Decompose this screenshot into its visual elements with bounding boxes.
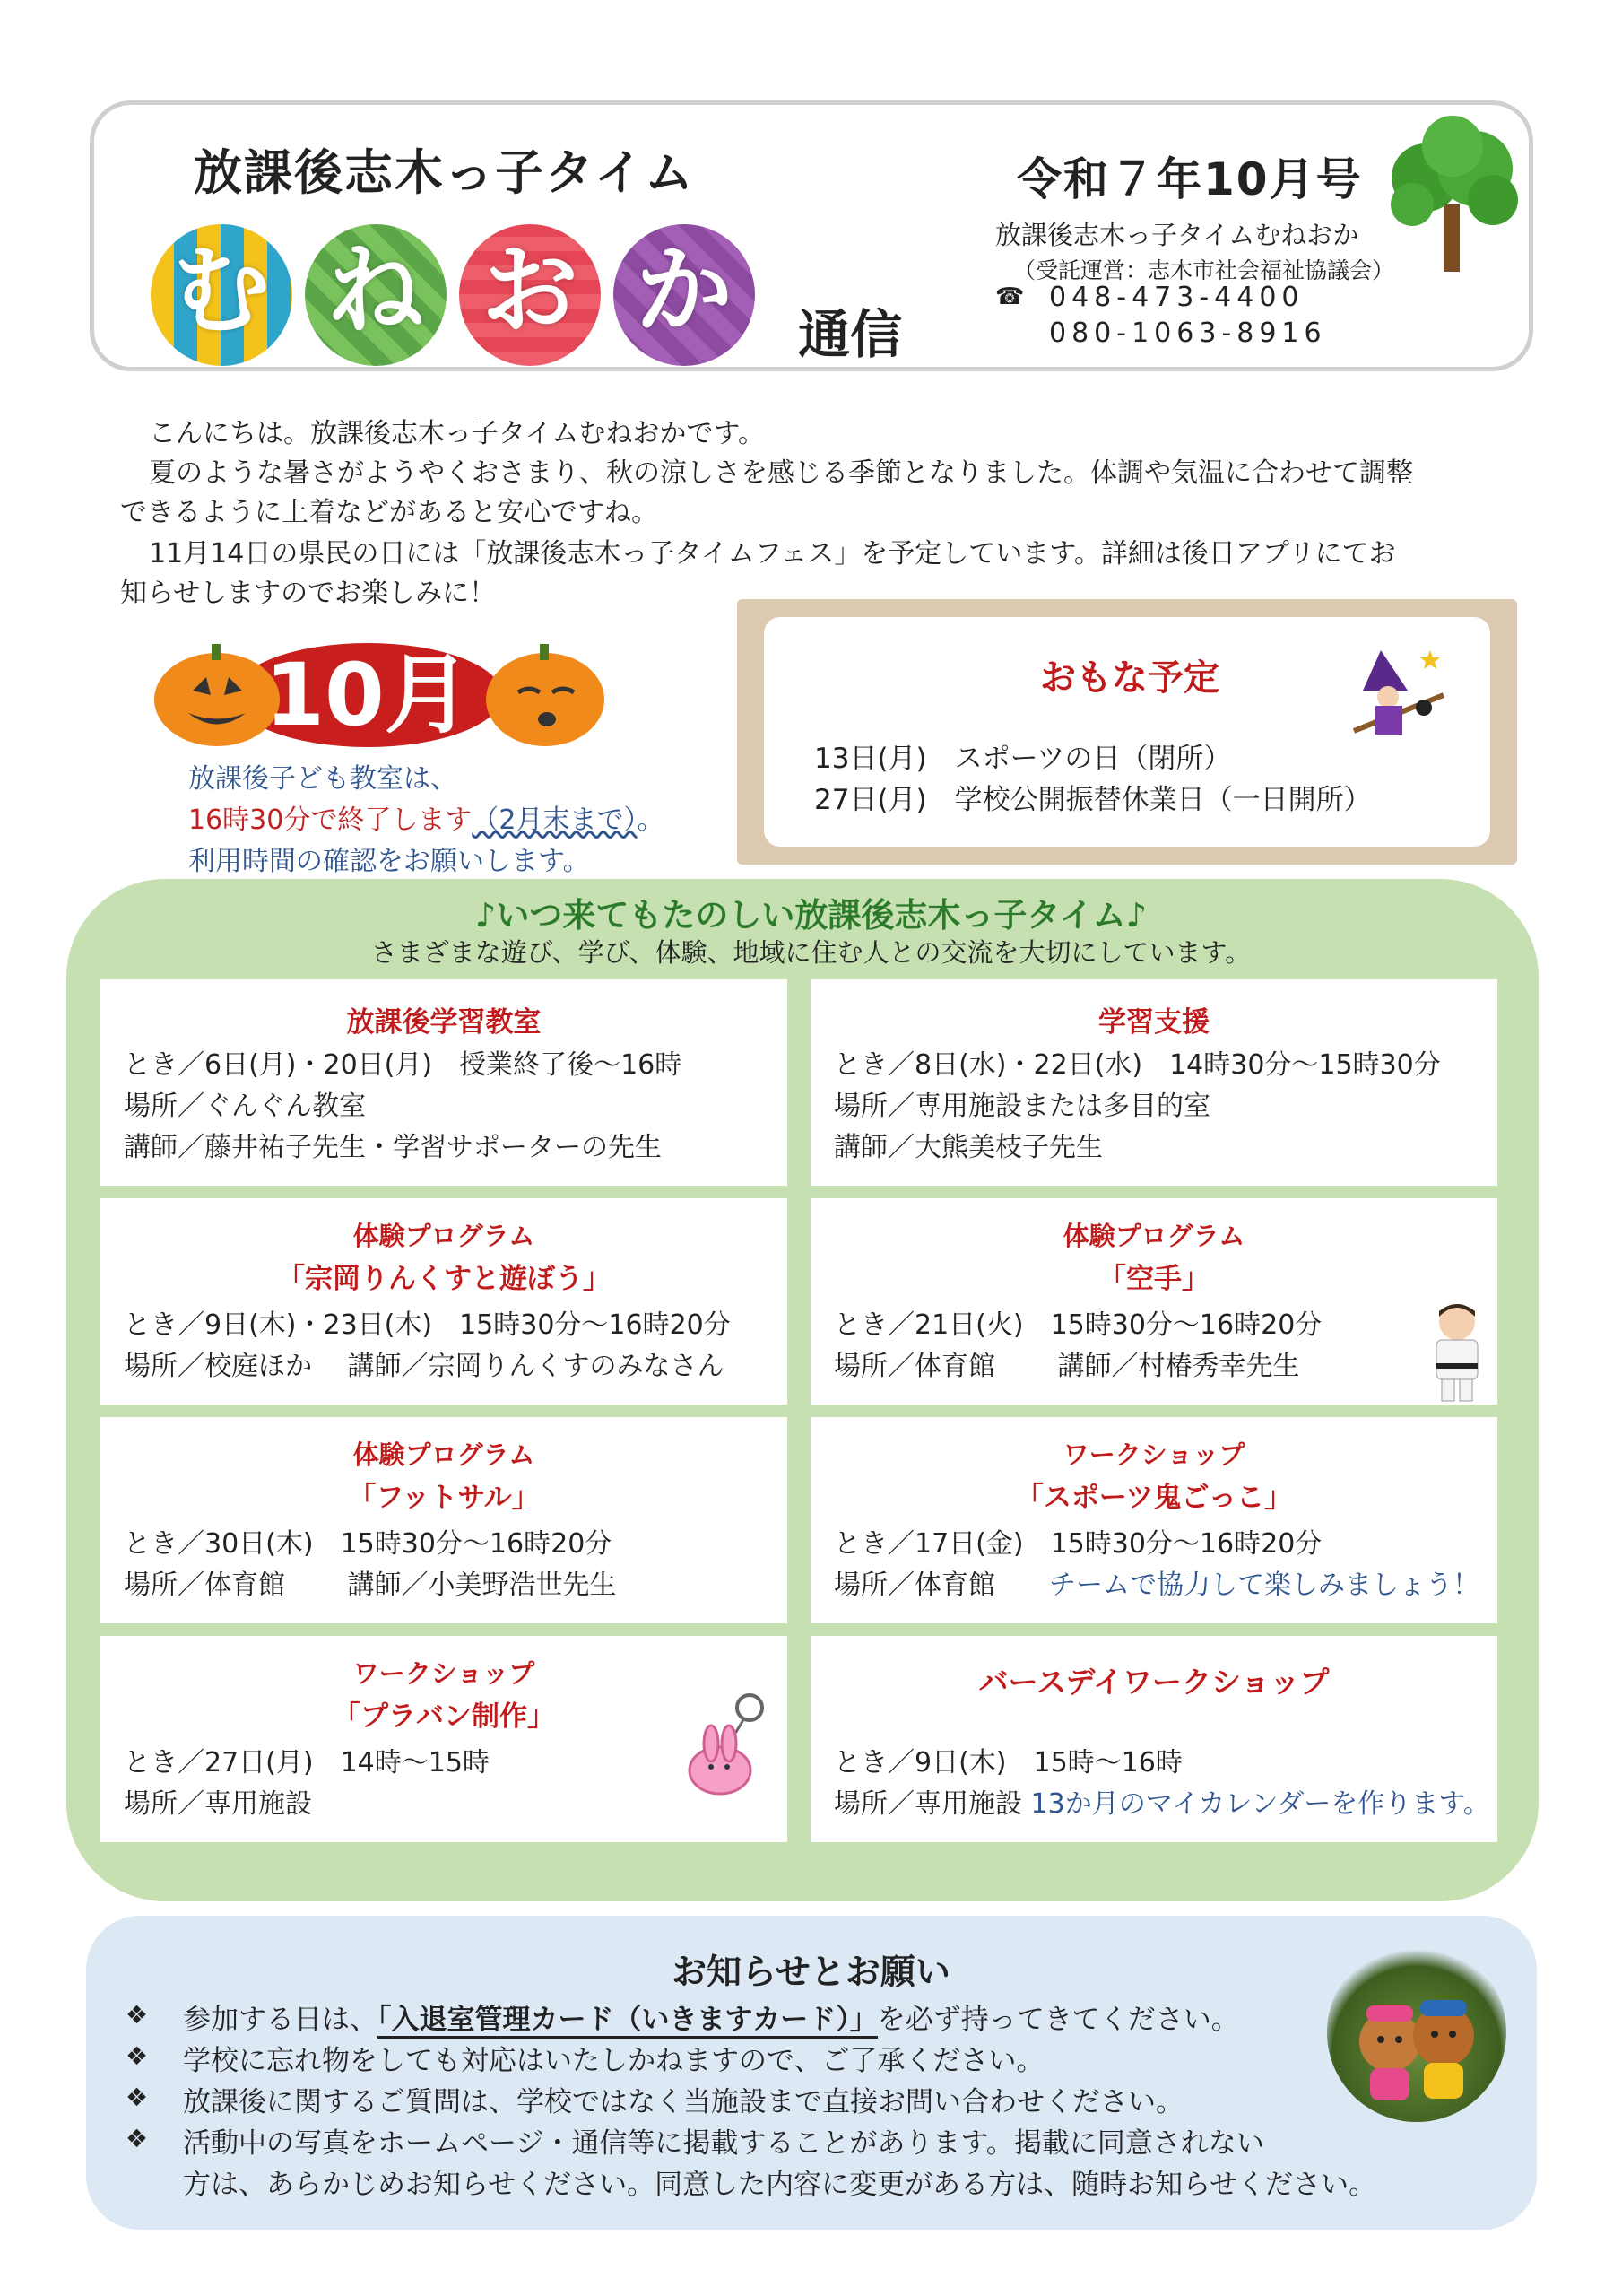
bullet-icon: ❖: [126, 2083, 149, 2112]
program-time: とき／27日(月) 14時～15時: [124, 1747, 490, 1779]
program-place: 場所／体育館: [834, 1570, 1049, 1601]
intro-line-4: 11月14日の県民の日には「放課後志木っ子タイムフェス」を予定しています。詳細は後日アプリにてお: [149, 538, 1396, 570]
program-title: 「宗岡りんくすと遊ぼう」: [277, 1263, 611, 1295]
program-category: ワークショップ: [352, 1658, 535, 1689]
program-card: [100, 1417, 787, 1623]
bullet-icon: ❖: [126, 2041, 149, 2071]
issue-date: 令和７年10月号: [1017, 153, 1363, 205]
pumpkin-icon: [154, 644, 280, 746]
intro-line-1: こんにちは。放課後志木っ子タイムむねおかです。: [149, 418, 765, 449]
program-category: 体験プログラム: [352, 1439, 535, 1470]
program-title: 「空手」: [1098, 1263, 1210, 1295]
title-bubble-mu: む: [151, 224, 292, 366]
program-place: 場所／専用施設: [124, 1788, 312, 1820]
program-message: チームで協力して楽しみましょう！: [1049, 1570, 1479, 1601]
intro-line-2: 夏のような暑さがようやくおさまり、秋の涼しさを感じる季節となりました。体調や気温に合わせて調整: [149, 457, 1413, 489]
newsletter-title: 放課後志木っ子タイム: [194, 144, 695, 201]
intro-line-3: できるように上着などがあると安心ですね。: [120, 497, 658, 528]
punctuation: 。: [637, 804, 664, 836]
schedule-item-2: 27日(月) 学校公開振替休業日（一日開所）: [814, 784, 1372, 816]
organization-name: 放課後志木っ子タイムむねおか: [995, 220, 1359, 250]
phone-icon: ☎: [995, 283, 1025, 310]
program-card: [811, 1417, 1497, 1623]
tree-icon: [1381, 115, 1524, 276]
karate-kid-icon: [1417, 1299, 1497, 1405]
phone-number-1: 048-473-4400: [1049, 282, 1305, 313]
notice-item-4: 活動中の写真をホームページ・通信等に掲載することがあります。掲載に同意されない: [183, 2127, 1264, 2160]
pumpkin-icon: [486, 644, 604, 746]
notice-item-3: 放課後に関するご質問は、学校ではなく当施設まで直接お問い合わせください。: [183, 2086, 1184, 2118]
bullet-icon: ❖: [126, 2000, 149, 2030]
program-title: 「スポーツ鬼ごっこ」: [1015, 1482, 1293, 1514]
program-instructor: 講師／大熊美枝子先生: [834, 1132, 1103, 1163]
program-category: 体験プログラム: [1063, 1221, 1245, 1251]
october-note-line-2: [188, 800, 664, 841]
period-note: （2月末まで）: [472, 804, 638, 836]
program-place: 場所／専用施設または多目的室: [834, 1091, 1210, 1122]
schedule-title: おもな予定: [1040, 657, 1219, 699]
programs-title: ♪いつ来てもたのしい放課後志木っ子タイム♪: [474, 896, 1148, 935]
program-time: とき／8日(水)・22日(水) 14時30分～15時30分: [834, 1049, 1441, 1081]
program-instructor: 講師／藤井祐子先生・学習サポーターの先生: [124, 1132, 662, 1163]
program-time: とき／21日(火) 15時30分～16時20分: [834, 1309, 1323, 1341]
october-label: 10月: [265, 645, 471, 745]
bullet-icon: ❖: [126, 2124, 149, 2153]
program-category: 体験プログラム: [352, 1221, 535, 1251]
dolls-icon: [1327, 1943, 1506, 2122]
programs-subtitle: さまざまな遊び、学び、体験、地域に住む人との交流を大切にしています。: [370, 937, 1252, 968]
program-time: とき／9日(木)・23日(木) 15時30分～16時20分: [124, 1309, 731, 1341]
title-bubble-ne: ね: [305, 224, 447, 366]
program-place: 場所／専用施設: [834, 1788, 1031, 1820]
program-time: とき／6日(月)・20日(月) 授業終了後～16時: [124, 1049, 682, 1081]
october-note-line-1: 放課後子ども教室は、: [188, 763, 457, 795]
program-title: バースデイワークショップ: [978, 1665, 1330, 1700]
october-note-line-3: 利用時間の確認をお願いします。: [188, 846, 590, 877]
program-time: とき／9日(木) 15時～16時: [834, 1747, 1183, 1779]
title-bubble-o: お: [459, 224, 601, 366]
knit-dolls-photo: [1327, 1943, 1506, 2122]
intro-line-5: 知らせしますのでお楽しみに！: [120, 578, 497, 609]
program-title: 学習支援: [1098, 1006, 1210, 1039]
program-card: [100, 1198, 787, 1405]
program-card: [811, 979, 1497, 1186]
phone-number-2: 080-1063-8916: [1049, 317, 1327, 349]
program-category: ワークショップ: [1063, 1439, 1245, 1470]
program-place: 場所／校庭ほか 講師／宗岡りんくすのみなさん: [124, 1351, 724, 1382]
notice-title: お知らせとお願い: [672, 1952, 950, 1993]
card-name-highlight: 「入退室管理カード（いきますカード）」: [377, 2004, 878, 2039]
notice-text: 参加する日は、: [183, 2004, 377, 2036]
program-message: 13か月のマイカレンダーを作ります。: [1030, 1788, 1490, 1820]
notice-text: を必ず持ってきてください。: [877, 2004, 1239, 2036]
notice-item-2: 学校に忘れ物をしても対応はいたしかねますので、ご了承ください。: [183, 2045, 1045, 2077]
witch-icon: [1345, 641, 1453, 758]
program-card: [100, 979, 787, 1186]
end-time-notice: 16時30分で終了します: [188, 804, 473, 836]
program-title: 「プラバン制作」: [333, 1700, 555, 1733]
program-title: 放課後学習教室: [346, 1006, 542, 1039]
program-place: 場所／体育館 講師／小美野浩世先生: [124, 1570, 617, 1601]
october-notice: [188, 759, 664, 883]
program-time: とき／17日(金) 15時30分～16時20分: [834, 1528, 1323, 1560]
program-time: とき／30日(木) 15時30分～16時20分: [124, 1528, 612, 1560]
program-place: 場所／体育館 講師／村椿秀幸先生: [834, 1351, 1300, 1382]
program-card: [811, 1636, 1497, 1842]
keychain-icon: [671, 1690, 778, 1806]
organization-operator: （受託運営：志木市社会福祉協議会）: [1013, 257, 1395, 283]
title-bubble-ka: か: [613, 224, 755, 366]
program-place-extra: [834, 1562, 1479, 1602]
notice-item-1: [183, 1996, 1239, 2037]
title-suffix: 通信: [798, 304, 903, 365]
schedule-item-1: 13日(月) スポーツの日（閉所）: [814, 743, 1232, 775]
program-place-extra: [834, 1781, 1490, 1821]
program-place: 場所／ぐんぐん教室: [124, 1091, 366, 1122]
program-card: [811, 1198, 1497, 1405]
program-title: 「フットサル」: [348, 1482, 540, 1514]
october-pumpkin-badge: [152, 628, 610, 753]
notice-item-4-cont: 方は、あらかじめお知らせください。同意した内容に変更がある方は、随時お知らせください。: [183, 2169, 1377, 2201]
